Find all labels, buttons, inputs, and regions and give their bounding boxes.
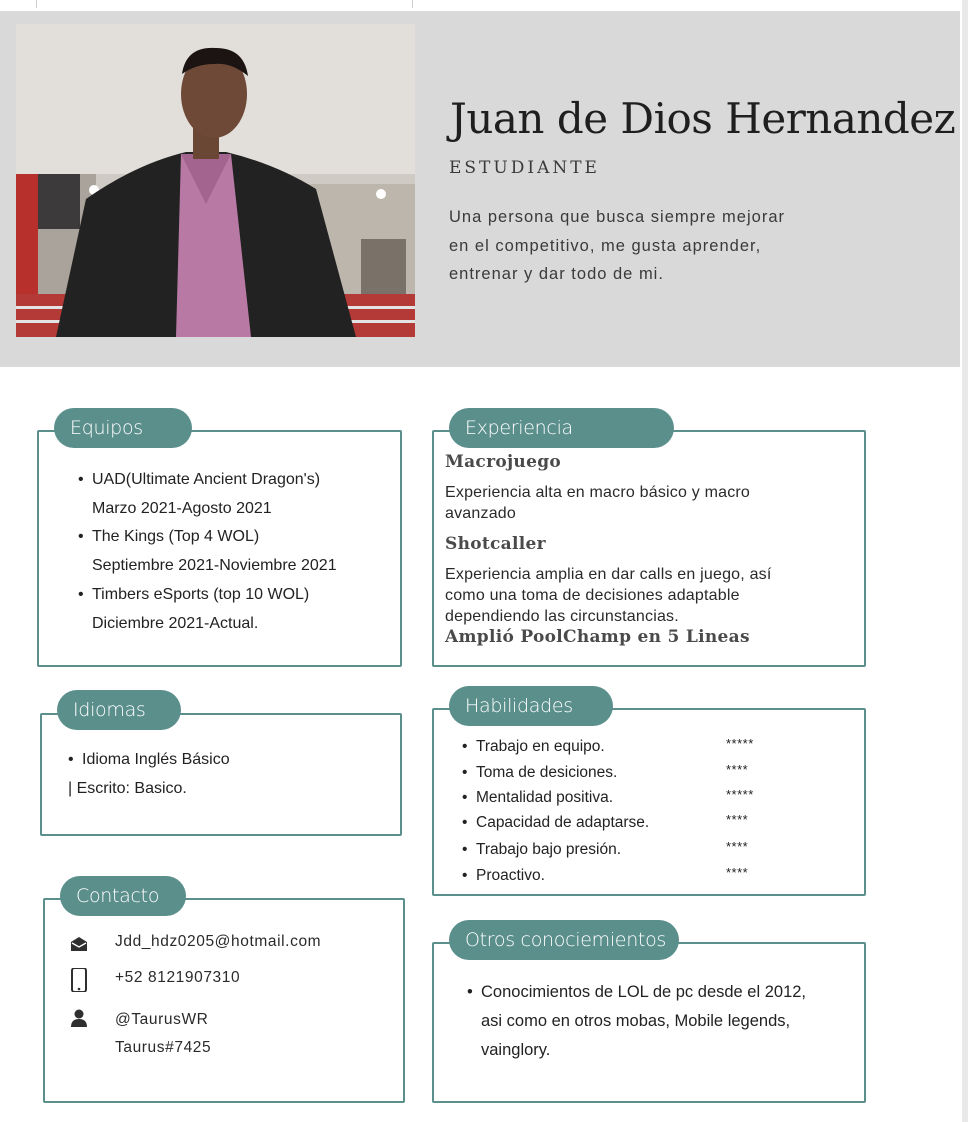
skill-rating: **** bbox=[726, 812, 749, 827]
skill-label: Mentalidad positiva. bbox=[476, 789, 613, 806]
otros-title: Otros conociemientos bbox=[449, 920, 679, 960]
language-note: | Escrito: Basico. bbox=[68, 780, 187, 797]
profile-summary bbox=[449, 203, 869, 289]
contact-email[interactable]: Jdd_hdz0205@hotmail.com bbox=[115, 933, 322, 950]
divider bbox=[36, 0, 37, 8]
list-item bbox=[78, 581, 388, 638]
experience-line: dependiendo las circunstancias. bbox=[445, 608, 679, 625]
contact-phone[interactable]: +52 8121907310 bbox=[115, 969, 241, 986]
skill-row bbox=[462, 738, 822, 762]
contact-handle[interactable]: @TaurusWR bbox=[115, 1011, 209, 1028]
contact-email-row bbox=[115, 933, 321, 951]
experiencia-title: Experiencia bbox=[449, 408, 674, 448]
team-period: Diciembre 2021-Actual. bbox=[92, 614, 259, 632]
phone-icon bbox=[69, 968, 89, 988]
envelope-icon bbox=[69, 934, 89, 954]
skill-row bbox=[462, 841, 822, 865]
skill-label: Trabajo bajo presión. bbox=[476, 841, 622, 858]
team-name: • The Kings (Top 4 WOL) bbox=[92, 528, 260, 546]
experience-text bbox=[445, 564, 855, 627]
experience-text bbox=[445, 482, 855, 524]
experience-footer: Amplió PoolChamp en 5 Lineas bbox=[445, 627, 750, 647]
skill-label: Capacidad de adaptarse. bbox=[476, 814, 650, 831]
skill-label: Toma de desiciones. bbox=[476, 764, 618, 781]
skill-row bbox=[462, 867, 822, 891]
idiomas-content bbox=[68, 745, 388, 803]
profile-role: ESTUDIANTE bbox=[449, 158, 600, 178]
contact-tag: Taurus#7425 bbox=[115, 1039, 212, 1056]
idiomas-title: Idiomas bbox=[57, 690, 181, 730]
skill-rating: **** bbox=[726, 762, 749, 777]
page-edge bbox=[962, 0, 968, 1122]
profile-photo bbox=[16, 24, 415, 337]
experience-line: Experiencia alta en macro básico y macro bbox=[445, 484, 751, 501]
profile-photo-illustration bbox=[16, 24, 415, 337]
skill-row bbox=[462, 789, 822, 813]
divider bbox=[412, 0, 413, 8]
experience-heading: Macrojuego bbox=[445, 452, 562, 472]
experience-heading: Shotcaller bbox=[445, 534, 546, 554]
habilidades-list bbox=[462, 738, 842, 888]
top-strip bbox=[0, 0, 968, 10]
bullet: • bbox=[462, 789, 468, 806]
habilidades-title: Habilidades bbox=[449, 686, 613, 726]
bullet: • bbox=[462, 867, 468, 884]
equipos-list bbox=[78, 466, 388, 638]
knowledge-line: asi como en otros mobas, Mobile legends, bbox=[481, 1012, 791, 1030]
contacto-title: Contacto bbox=[60, 876, 186, 916]
otros-content bbox=[467, 978, 857, 1065]
skill-label: Proactivo. bbox=[476, 867, 545, 884]
experience-line: como una toma de decisiones adaptable bbox=[445, 587, 740, 604]
bullet: • bbox=[462, 814, 468, 831]
user-icon bbox=[69, 1008, 89, 1028]
skill-rating: **** bbox=[726, 839, 749, 854]
knowledge-item bbox=[467, 978, 857, 1065]
equipos-title: Equipos bbox=[54, 408, 192, 448]
profile-name: Juan de Dios Hernandez bbox=[450, 94, 956, 143]
bullet: • bbox=[462, 738, 468, 755]
experience-line: avanzado bbox=[445, 505, 516, 522]
experience-line: Experiencia amplia en dar calls en juego, así bbox=[445, 566, 772, 583]
skill-rating: ***** bbox=[726, 787, 754, 802]
summary-line: Una persona que busca siempre mejorar bbox=[449, 208, 785, 226]
contact-phone-row bbox=[115, 969, 240, 987]
team-period: Septiembre 2021-Noviembre 2021 bbox=[92, 557, 337, 575]
summary-line: en el competitivo, me gusta aprender, bbox=[449, 236, 762, 255]
knowledge-line: • Conocimientos de LOL de pc desde el 2012, bbox=[481, 983, 807, 1001]
language-item: • Idioma Inglés Básico bbox=[68, 745, 388, 774]
skill-rating: ***** bbox=[726, 736, 754, 751]
experiencia-content bbox=[445, 452, 855, 647]
bullet: • bbox=[462, 841, 468, 858]
skill-rating: **** bbox=[726, 865, 749, 880]
skill-label: Trabajo en equipo. bbox=[476, 738, 605, 755]
team-name: • UAD(Ultimate Ancient Dragon's) bbox=[92, 471, 321, 488]
list-item bbox=[78, 523, 388, 580]
team-name: • Timbers eSports (top 10 WOL) bbox=[92, 585, 310, 603]
skill-row bbox=[462, 764, 822, 788]
bullet: • bbox=[462, 764, 468, 781]
contacto-content bbox=[115, 930, 395, 1080]
list-item bbox=[78, 466, 388, 523]
team-period: Marzo 2021-Agosto 2021 bbox=[92, 499, 272, 517]
skill-row bbox=[462, 814, 822, 838]
contact-user-row bbox=[115, 1006, 211, 1062]
knowledge-line: vainglory. bbox=[481, 1041, 551, 1059]
summary-line: entrenar y dar todo de mi. bbox=[449, 265, 664, 283]
